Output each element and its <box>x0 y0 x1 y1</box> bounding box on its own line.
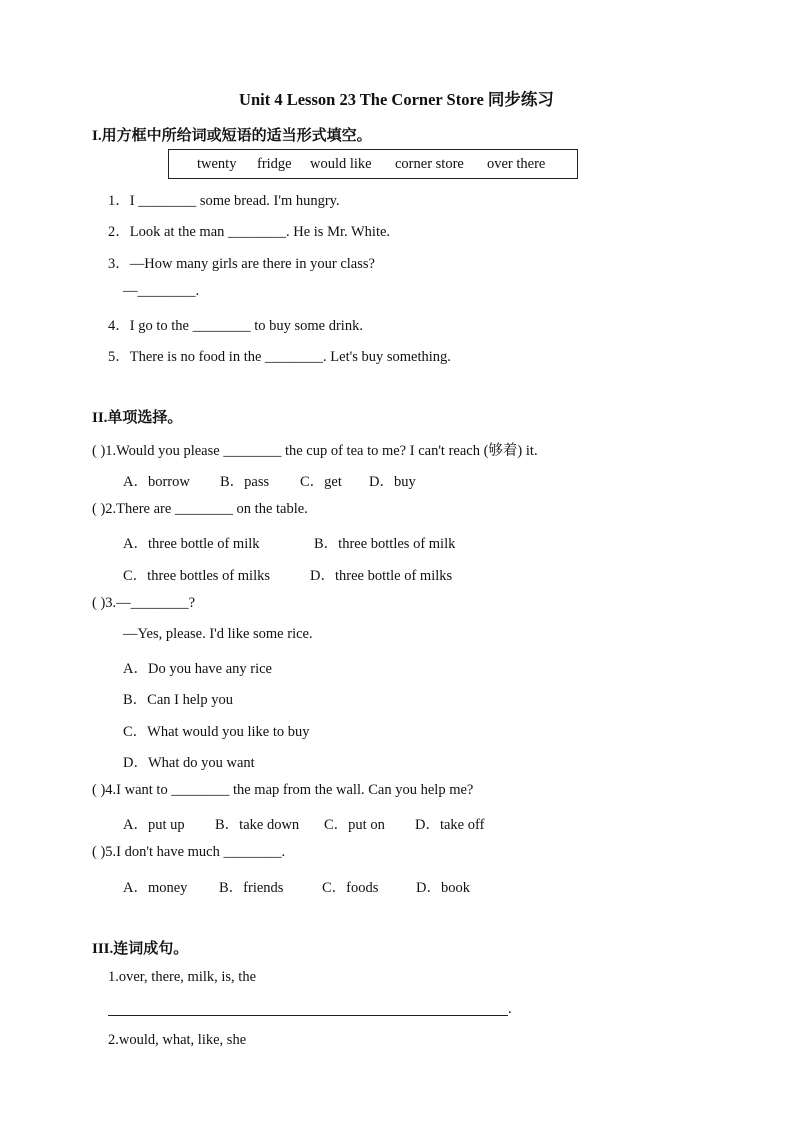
section-3-question-2: 2.would, what, like, she <box>108 1032 247 1048</box>
option: D．What do you want <box>123 755 255 771</box>
section-2-question-3-reply: —Yes, please. I'd like some rice. <box>123 626 313 642</box>
option: C．three bottles of milks <box>123 568 270 584</box>
answer-line <box>108 1015 508 1016</box>
section-1-question-3-answer: —________. <box>123 283 200 299</box>
section-1-heading: I.用方框中所给词或短语的适当形式填空。 <box>92 128 372 144</box>
section-1-question-3: 3．—How many girls are there in your class? <box>108 256 375 272</box>
option: B．take down <box>215 817 300 833</box>
section-3-heading: III.连词成句。 <box>92 941 189 957</box>
section-2-question-2: ( )2.There are ________ on the table. <box>92 501 308 517</box>
option: D．take off <box>415 817 485 833</box>
option: A．Do you have any rice <box>123 661 272 677</box>
section-2-question-1: ( )1.Would you please ________ the cup of tea to me? I can't reach (够着) it. <box>92 443 538 459</box>
section-1-question-4: 4．I go to the ________ to buy some drink. <box>108 318 363 334</box>
option: A．three bottle of milk <box>123 536 260 552</box>
option: C．get <box>300 474 342 490</box>
option: B．three bottles of milk <box>314 536 456 552</box>
option: D．three bottle of milks <box>310 568 453 584</box>
page-title: Unit 4 Lesson 23 The Corner Store 同步练习 <box>239 90 554 109</box>
option: C．What would you like to buy <box>123 724 310 740</box>
section-3-question-1: 1.over, there, milk, is, the <box>108 969 257 985</box>
section-2-heading: II.单项选择。 <box>92 410 183 426</box>
word-box-item: over there <box>487 156 546 172</box>
section-1-question-5: 5．There is no food in the ________. Let's buy something. <box>108 349 451 365</box>
option: B．friends <box>219 880 284 896</box>
word-box-item: would like <box>310 156 372 172</box>
answer-line-period: . <box>508 1001 512 1017</box>
option: D．buy <box>369 474 416 490</box>
word-box-item: fridge <box>257 156 292 172</box>
section-1-question-2: 2．Look at the man ________. He is Mr. White. <box>108 224 391 240</box>
section-2-question-4: ( )4.I want to ________ the map from the wall. Can you help me? <box>92 782 474 798</box>
section-1-question-1: 1．I ________ some bread. I'm hungry. <box>108 193 340 209</box>
option: C．put on <box>324 817 385 833</box>
option: B．pass <box>220 474 270 490</box>
section-2-question-3: ( )3.—________? <box>92 595 196 611</box>
word-box-item: twenty <box>197 156 237 172</box>
option: B．Can I help you <box>123 692 233 708</box>
option: A．money <box>123 880 188 896</box>
section-2-question-5: ( )5.I don't have much ________. <box>92 844 286 860</box>
option: D．book <box>416 880 470 896</box>
option: C．foods <box>322 880 379 896</box>
word-box-item: corner store <box>395 156 464 172</box>
option: A．put up <box>123 817 185 833</box>
option: A．borrow <box>123 474 190 490</box>
word-box <box>168 149 578 179</box>
